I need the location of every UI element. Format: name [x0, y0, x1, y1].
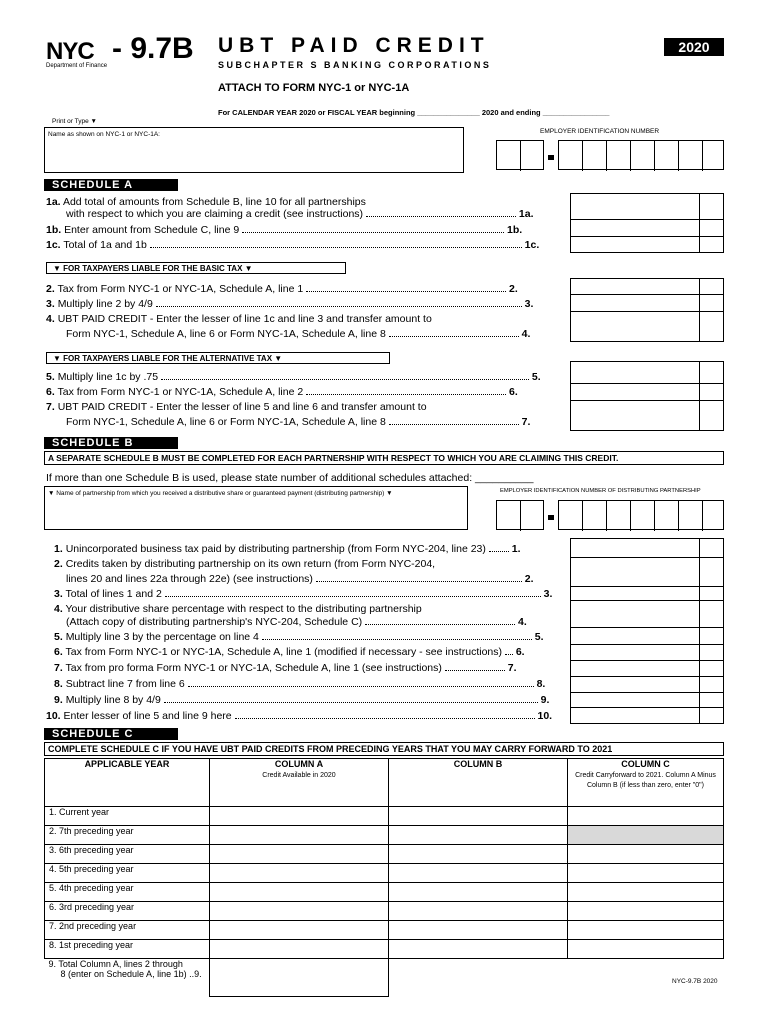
- sched-b-line-9: 9. Multiply line 8 by 4/9 9.: [54, 694, 550, 706]
- schedule-c-title: SCHEDULE C: [44, 728, 178, 740]
- partnership-ein-label: EMPLOYER IDENTIFICATION NUMBER OF DISTRIBUTING PARTNERSHIP: [500, 488, 701, 494]
- partnership-name-label: ▼ Name of partnership from which you received a distributive share or guaranteed payment (distributing partnership) ▼: [48, 490, 393, 497]
- schedule-b-title: SCHEDULE B: [44, 437, 178, 449]
- form-number: - 9.7B: [112, 32, 194, 65]
- schedule-a-title: SCHEDULE A: [44, 179, 178, 191]
- cell-b[interactable]: [389, 883, 568, 902]
- cell-b[interactable]: [389, 845, 568, 864]
- sched-a-amount-box-2[interactable]: [570, 278, 724, 342]
- sched-a-line-7-cont: Form NYC-1, Schedule A, line 6 or Form NYC-1A, Schedule A, line 8 7.: [66, 416, 531, 428]
- sched-a-amount-box-1[interactable]: [570, 193, 724, 253]
- schedule-c-table: [44, 758, 724, 997]
- row-label: 8. 1st preceding year: [45, 940, 210, 959]
- sched-a-amount-box-3[interactable]: [570, 361, 724, 431]
- row-label: 7. 2nd preceding year: [45, 921, 210, 940]
- tax-year: 2020: [664, 38, 724, 56]
- sched-b-line-1: 1. Unincorporated business tax paid by distributing partnership (from Form NYC-204, line 23) 1.: [54, 543, 521, 555]
- cell-c[interactable]: [568, 921, 724, 940]
- sched-b-line-10: 10. Enter lesser of line 5 and line 9 here 10.: [46, 710, 553, 722]
- sched-b-line-2: 2. Credits taken by distributing partnership on its own return (from Form NYC-204,: [54, 558, 436, 570]
- partnership-name-field[interactable]: [44, 486, 468, 530]
- row-label: 3. 6th preceding year: [45, 845, 210, 864]
- partnership-ein-part2[interactable]: [558, 500, 724, 530]
- cell-b[interactable]: [389, 902, 568, 921]
- name-label: Name as shown on NYC-1 or NYC-1A:: [48, 131, 160, 138]
- cell-c[interactable]: [568, 864, 724, 883]
- sched-a-line-1a-cont: with respect to which you are claiming a credit (see instructions) 1a.: [66, 208, 534, 220]
- sched-b-amount-column[interactable]: [570, 538, 724, 724]
- total-label: 9. Total Column A, lines 2 through 8 (enter on Schedule A, line 1b) ..9.: [48, 959, 202, 979]
- cell-c[interactable]: [568, 807, 724, 826]
- ein-dash: [548, 155, 554, 160]
- cell-a[interactable]: [210, 883, 389, 902]
- sched-a-line-1a: 1a. Add total of amounts from Schedule B, line 10 for all partnerships: [46, 196, 366, 208]
- sched-a-line-5: 5. Multiply line 1c by .75 5.: [46, 371, 541, 383]
- cell-c-shaded: [568, 826, 724, 845]
- schedule-c-notice: COMPLETE SCHEDULE C IF YOU HAVE UBT PAID CREDITS FROM PRECEDING YEARS THAT YOU MAY CARRY FORWARD TO 2021: [44, 742, 724, 756]
- cell-a[interactable]: [210, 864, 389, 883]
- partnership-ein-part1[interactable]: [496, 500, 544, 530]
- cell-b[interactable]: [389, 807, 568, 826]
- row-label: 4. 5th preceding year: [45, 864, 210, 883]
- sched-a-line-7: 7. UBT PAID CREDIT - Enter the lesser of line 5 and line 6 and transfer amount to: [46, 401, 427, 413]
- sched-a-line-3: 3. Multiply line 2 by 4/9 3.: [46, 298, 534, 310]
- footer-form-id: NYC-9.7B 2020: [672, 978, 718, 985]
- cell-b[interactable]: [389, 826, 568, 845]
- calendar-year-line[interactable]: For CALENDAR YEAR 2020 or FISCAL YEAR beginning _______________ 2020 and ending ________________: [218, 108, 610, 117]
- sched-b-line-4: 4. Your distributive share percentage with respect to the distributing partnership: [54, 603, 422, 615]
- col-b-header: COLUMN B: [389, 759, 568, 807]
- sched-a-line-1b: 1b. Enter amount from Schedule C, line 9 1b.: [46, 224, 523, 236]
- cell-a[interactable]: [210, 826, 389, 845]
- ein-label: EMPLOYER IDENTIFICATION NUMBER: [540, 128, 660, 135]
- sched-b-line-4-cont: (Attach copy of distributing partnership's NYC-204, Schedule C) 4.: [66, 616, 527, 628]
- col-c-header: COLUMN C Credit Carryforward to 2021. Column A Minus Column B (if less than zero, enter "0"): [568, 759, 724, 807]
- row-label: 1. Current year: [45, 807, 210, 826]
- sched-b-line-7: 7. Tax from pro forma Form NYC-1 or NYC-1A, Schedule A, line 1 (see instructions) 7.: [54, 662, 517, 674]
- basic-tax-header: ▼ FOR TAXPAYERS LIABLE FOR THE BASIC TAX ▼: [46, 262, 346, 274]
- sched-a-line-6: 6. Tax from Form NYC-1 or NYC-1A, Schedule A, line 2 6.: [46, 386, 518, 398]
- col-year-header: APPLICABLE YEAR: [45, 759, 210, 807]
- cell-b[interactable]: [389, 940, 568, 959]
- cell-c[interactable]: [568, 883, 724, 902]
- name-field[interactable]: [44, 127, 464, 173]
- cell-a-total[interactable]: [210, 959, 389, 997]
- additional-schedules[interactable]: If more than one Schedule B is used, please state number of additional schedules attached: __________: [46, 472, 534, 484]
- sched-a-line-2: 2. Tax from Form NYC-1 or NYC-1A, Schedule A, line 1 2.: [46, 283, 518, 295]
- schedule-b-notice: A SEPARATE SCHEDULE B MUST BE COMPLETED FOR EACH PARTNERSHIP WITH RESPECT TO WHICH YOU ARE CLAIMING THIS CREDIT.: [44, 451, 724, 465]
- col-a-header: COLUMN A Credit Available in 2020: [210, 759, 389, 807]
- sched-b-line-5: 5. Multiply line 3 by the percentage on line 4 5.: [54, 631, 544, 643]
- sched-b-line-8: 8. Subtract line 7 from line 6 8.: [54, 678, 546, 690]
- sched-b-line-3: 3. Total of lines 1 and 2 3.: [54, 588, 553, 600]
- cell-a[interactable]: [210, 902, 389, 921]
- cell-b[interactable]: [389, 921, 568, 940]
- row-label: 5. 4th preceding year: [45, 883, 210, 902]
- print-or-type: Print or Type ▼: [52, 118, 97, 125]
- ein-part1[interactable]: [496, 140, 544, 170]
- sched-b-line-6: 6. Tax from Form NYC-1 or NYC-1A, Schedule A, line 1 (modified if necessary - see instructions) 6.: [54, 646, 525, 658]
- row-label: 2. 7th preceding year: [45, 826, 210, 845]
- cell-a[interactable]: [210, 845, 389, 864]
- sched-a-line-4: 4. UBT PAID CREDIT - Enter the lesser of line 1c and line 3 and transfer amount to: [46, 313, 432, 325]
- sched-a-line-4-cont: Form NYC-1, Schedule A, line 6 or Form NYC-1A, Schedule A, line 8 4.: [66, 328, 531, 340]
- partnership-ein-dash: [548, 515, 554, 520]
- cell-a[interactable]: [210, 807, 389, 826]
- cell-c[interactable]: [568, 940, 724, 959]
- alt-tax-header: ▼ FOR TAXPAYERS LIABLE FOR THE ALTERNATIVE TAX ▼: [46, 352, 390, 364]
- row-label: 6. 3rd preceding year: [45, 902, 210, 921]
- cell-c[interactable]: [568, 902, 724, 921]
- nyc-logo: NYC Department of Finance: [46, 38, 108, 69]
- sched-b-line-2-cont: lines 20 and lines 22a through 22e) (see instructions) 2.: [66, 573, 534, 585]
- cell-a[interactable]: [210, 921, 389, 940]
- sched-a-line-1c: 1c. Total of 1a and 1b 1c.: [46, 239, 540, 251]
- ein-part2[interactable]: [558, 140, 724, 170]
- cell-c[interactable]: [568, 845, 724, 864]
- attach-note: ATTACH TO FORM NYC-1 or NYC-1A: [218, 82, 410, 94]
- page-subtitle: SUBCHAPTER S BANKING CORPORATIONS: [218, 60, 492, 70]
- page-title: UBT PAID CREDIT: [218, 34, 490, 57]
- cell-a[interactable]: [210, 940, 389, 959]
- cell-b[interactable]: [389, 864, 568, 883]
